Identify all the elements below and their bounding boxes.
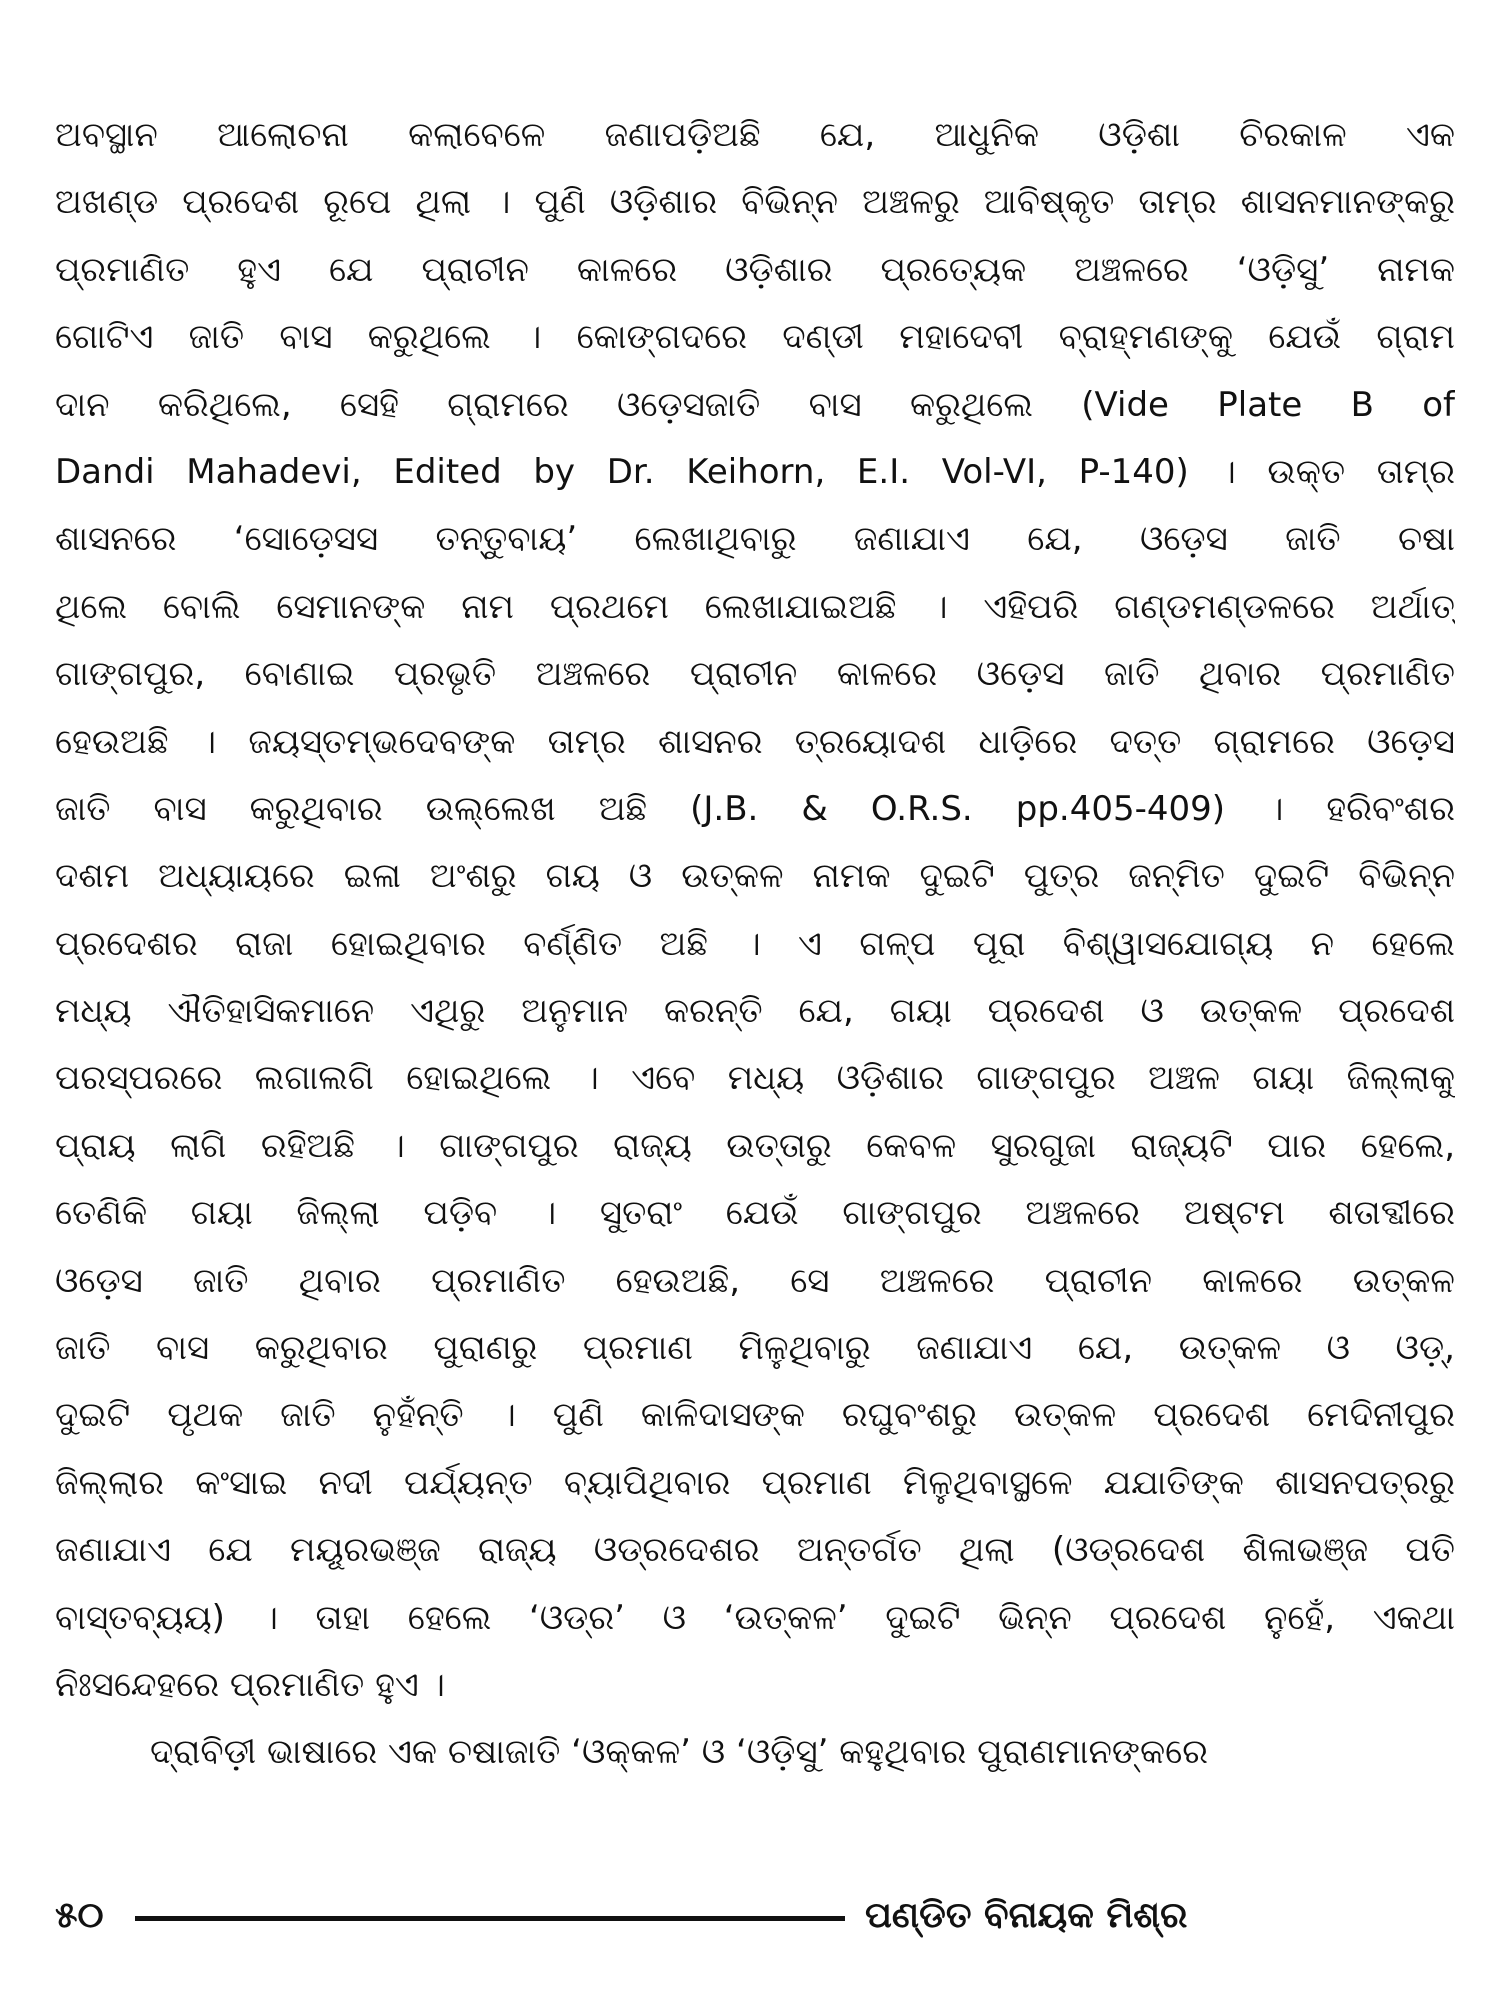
text-line: ଗାଙ୍ଗପୁର, ବୋଣାଇ ପ୍ରଭୃତି ଅଞ୍ଚଳରେ ପ୍ରାଚୀନ କାଳରେ ଓଡ଼େସ ଜାତି ଥିବାର ପ୍ରମାଣିତ — [55, 654, 1455, 695]
text-line: ଅବସ୍ଥାନ ଆଲୋଚନା କଲାବେଳେ ଜଣାପଡ଼ିଅଛି ଯେ, ଆଧୁନିକ ଓଡ଼ିଶା ଚିରକାଳ ଏକ — [55, 115, 1455, 155]
text-line: ପରସ୍ପରରେ ଲଗାଲଗି ହୋଇଥିଲେ । ଏବେ ମଧ୍ୟ ଓଡ଼ିଶାର ଗାଙ୍ଗପୁର ଅଞ୍ଚଳ ଗୟା ଜିଲ୍ଲାକୁ — [55, 1058, 1455, 1099]
text-line: ଦ୍ରାବିଡ଼ୀ ଭାଷାରେ ଏକ ଚଷାଜାତି ‘ଓକ୍କଳ’ ଓ ‘ଓଡ଼ିସୁ’ କହୁଥିବାର ପୁରାଣମାନଙ୍କରେ — [150, 1732, 1208, 1773]
text-line: ଜଣାଯାଏ ଯେ ମୟୂରଭଞ୍ଜ ରାଜ୍ୟ ଓଡ୍ରଦେଶର ଅନ୍ତର୍ଗତ ଥିଲା (ଓଡ୍ରଦେଶ ଶିଳାଭଞ୍ଜ ପତି — [55, 1530, 1455, 1571]
text-line: ଦୁଇଟି ପୃଥକ ଜାତି ନୁହଁନ୍ତି । ପୁଣି କାଳିଦାସଙ୍କ ରଘୁବଂଶରୁ ଉତ୍କଳ ପ୍ରଦେଶ ମେଦିନୀପୁର — [55, 1395, 1455, 1436]
text-line: ଅଖଣ୍ଡ ପ୍ରଦେଶ ରୂପେ ଥିଲା । ପୁଣି ଓଡ଼ିଶାର ବିଭିନ୍ନ ଅଞ୍ଚଳରୁ ଆବିଷ୍କୃତ ତାମ୍ର ଶାସନମାନଙ୍କରୁ — [55, 182, 1455, 223]
text-line: ଥିଲେ ବୋଲି ସେମାନଙ୍କ ନାମ ପ୍ରଥମେ ଲେଖାଯାଇଅଛି । ଏହିପରି ଗଣ୍ଡମଣ୍ଡଳରେ ଅର୍ଥାତ୍ — [55, 586, 1455, 627]
text-line: ପ୍ରାୟ ଲାଗି ରହିଅଛି । ଗାଙ୍ଗପୁର ରାଜ୍ୟ ଉତ୍ତାରୁ କେବଳ ସୁରଗୁଜା ରାଜ୍ୟଟି ପାର ହେଲେ, — [55, 1125, 1455, 1166]
text-line: ଜାତି ବାସ କରୁଥିବାର ପୁରାଣରୁ ପ୍ରମାଣ ମିଳୁଥିବାରୁ ଜଣାଯାଏ ଯେ, ଉତ୍କଳ ଓ ଓଡ଼୍, — [55, 1328, 1455, 1369]
text-line: ପ୍ରଦେଶର ରାଜା ହୋଇଥିବାର ବର୍ଣ୍ଣିତ ଅଛି । ଏ ଗଳ୍ପ ପୂରା ବିଶ୍ୱାସଯୋଗ୍ୟ ନ ହେଲେ — [55, 923, 1455, 964]
text-line: ତେଣିକି ଗୟା ଜିଲ୍ଲା ପଡ଼ିବ । ସୁତରାଂ ଯେଉଁ ଗାଙ୍ଗପୁର ଅଞ୍ଚଳରେ ଅଷ୍ଟମ ଶତାବ୍ଦୀରେ — [55, 1193, 1455, 1234]
text-line: ଦଶମ ଅଧ୍ୟାୟରେ ଇଳା ଅଂଶରୁ ଗୟ ଓ ଉତ୍କଳ ନାମକ ଦୁଇଟି ପୁତ୍ର ଜନ୍ମିତ ଦୁଇଟି ବିଭିନ୍ନ — [55, 856, 1455, 897]
page-number: ୫୦ — [55, 1895, 104, 1936]
text-line: ନିଃସନ୍ଦେହରେ ପ୍ରମାଣିତ ହୁଏ । — [55, 1664, 445, 1705]
body-text — [55, 102, 1455, 1787]
text-line: ହେଉଅଛି । ଜୟସ୍ତମ୍ଭଦେବଙ୍କ ତାମ୍ର ଶାସନର ତ୍ରୟୋଦଶ ଧାଡ଼ିରେ ଦତ୍ତ ଗ୍ରାମରେ ଓଡ଼େସ — [55, 721, 1455, 762]
footer-author: ପଣ୍ଡିତ ବିନାୟକ ମିଶ୍ର — [865, 1895, 1188, 1936]
text-line: ପ୍ରମାଣିତ ହୁଏ ଯେ ପ୍ରାଚୀନ କାଳରେ ଓଡ଼ିଶାର ପ୍ରତ୍ୟେକ ଅଞ୍ଚଳରେ ‘ଓଡ଼ିସୁ’ ନାମକ — [55, 249, 1455, 290]
text-line: ବାସ୍ତବ୍ୟୟ) । ତାହା ହେଲେ ‘ଓଡ୍ର’ ଓ ‘ଉତ୍କଳ’ ଦୁଇଟି ଭିନ୍ନ ପ୍ରଦେଶ ନୁହେଁ, ଏକଥା — [55, 1597, 1455, 1638]
text-line: ମଧ୍ୟ ଐତିହାସିକମାନେ ଏଥିରୁ ଅନୁମାନ କରନ୍ତି ଯେ, ଗୟା ପ୍ରଦେଶ ଓ ଉତ୍କଳ ପ୍ରଦେଶ — [55, 991, 1455, 1032]
page-footer — [55, 1888, 1455, 1944]
text-line: ଦାନ କରିଥିଲେ, ସେହି ଗ୍ରାମରେ ଓଡ଼େସଜାତି ବାସ କରୁଥିଲେ (Vide Plate B of — [55, 384, 1455, 425]
footer-rule — [135, 1916, 845, 1921]
text-line: ଜାତି ବାସ କରୁଥିବାର ଉଲ୍ଲେଖ ଅଛି (J.B. & O.R.S. pp.405-409) । ହରିବଂଶର — [55, 788, 1455, 829]
text-line: ଶାସନରେ ‘ସୋଡ଼େସସ ତନ୍ତୁବାୟ’ ଲେଖାଥିବାରୁ ଜଣାଯାଏ ଯେ, ଓଡ଼େସ ଜାତି ଚଷା — [55, 519, 1455, 560]
text-line: Dandi Mahadevi, Edited by Dr. Keihorn, E.I. Vol-VI, P-140) । ଉକ୍ତ ତାମ୍ର — [55, 451, 1455, 492]
text-line: ଜିଲ୍ଲାର କଂସାଇ ନଦୀ ପର୍ଯ୍ୟନ୍ତ ବ୍ୟାପିଥିବାର ପ୍ରମାଣ ମିଳୁଥିବାସ୍ଥଳେ ଯଯାତିଙ୍କ ଶାସନପତ୍ରରୁ — [55, 1462, 1455, 1503]
text-line: ଓଡ଼େସ ଜାତି ଥିବାର ପ୍ରମାଣିତ ହେଉଅଛି, ସେ ଅଞ୍ଚଳରେ ପ୍ରାଚୀନ କାଳରେ ଉତ୍କଳ — [55, 1260, 1455, 1301]
text-line: ଗୋଟିଏ ଜାତି ବାସ କରୁଥିଲେ । କୋଙ୍ଗଦରେ ଦଣ୍ଡୀ ମହାଦେବୀ ବ୍ରାହ୍ମଣଙ୍କୁ ଯେଉଁ ଗ୍ରାମ — [55, 317, 1455, 358]
